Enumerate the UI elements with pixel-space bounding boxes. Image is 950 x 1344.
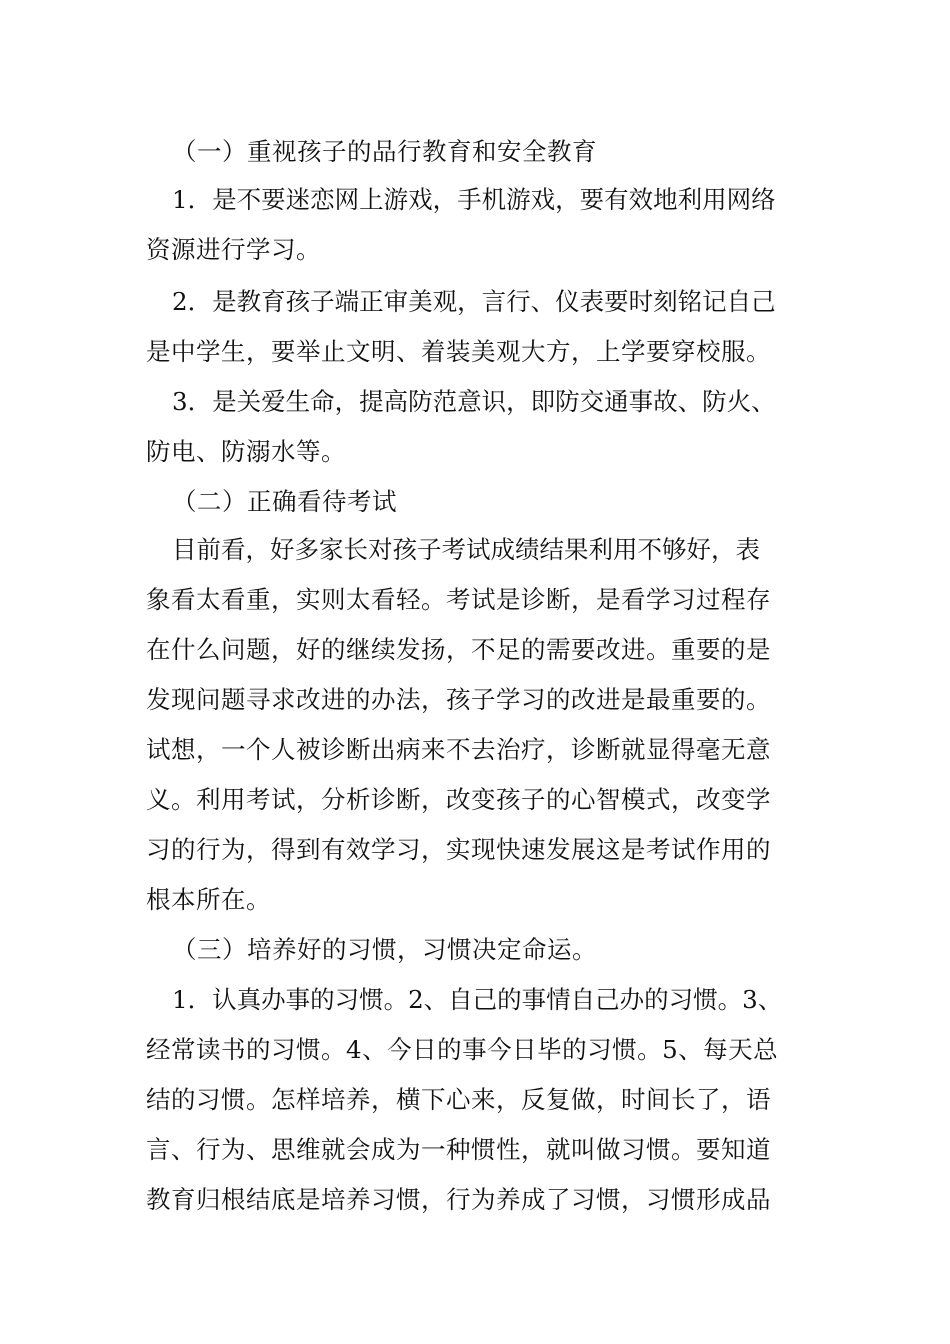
paragraph-line: 是中学生，要举止文明、着装美观大方，上学要穿校服。 [146,337,771,366]
paragraph-line: 2．是教育孩子端正审美观，言行、仪表要时刻铭记自己 [172,287,776,316]
paragraph-line: 3．是关爱生命，提高防范意识，即防交通事故、防火、 [172,387,776,416]
paragraph-line: 在什么问题，好的继续发扬，不足的需要改进。重要的是 [146,635,771,664]
paragraph-line: 目前看，好多家长对孩子考试成绩结果利用不够好，表 [172,535,760,564]
paragraph-line: 防电、防溺水等。 [146,437,346,466]
heading-2: （二）正确看待考试 [172,487,397,516]
paragraph-line: 试想，一个人被诊断出病来不去治疗，诊断就显得毫无意 [146,735,771,764]
paragraph-line: 教育归根结底是培养习惯，行为养成了习惯，习惯形成品 [146,1185,771,1214]
paragraph-line: 根本所在。 [146,885,271,914]
paragraph-line: 言、行为、思维就会成为一种惯性，就叫做习惯。要知道 [146,1135,771,1164]
heading-1: （一）重视孩子的品行教育和安全教育 [172,137,597,166]
heading-3: （三）培养好的习惯，习惯决定命运。 [172,935,597,964]
paragraph-line: 义。利用考试，分析诊断，改变孩子的心智模式，改变学 [146,785,771,814]
paragraph-line: 经常读书的习惯。4、今日的事今日毕的习惯。5、每天总 [146,1035,779,1064]
paragraph-line: 发现问题寻求改进的办法，孩子学习的改进是最重要的。 [146,685,771,714]
paragraph-line: 结的习惯。怎样培养，横下心来，反复做，时间长了，语 [146,1085,771,1114]
paragraph-line: 资源进行学习。 [146,235,321,264]
paragraph-line: 1．认真办事的习惯。2、自己的事情自己办的习惯。3、 [172,985,783,1014]
paragraph-line: 习的行为，得到有效学习，实现快速发展这是考试作用的 [146,835,771,864]
paragraph-line: 1．是不要迷恋网上游戏，手机游戏，要有效地利用网络 [172,185,776,214]
paragraph-line: 象看太看重，实则太看轻。考试是诊断，是看学习过程存 [146,585,771,614]
